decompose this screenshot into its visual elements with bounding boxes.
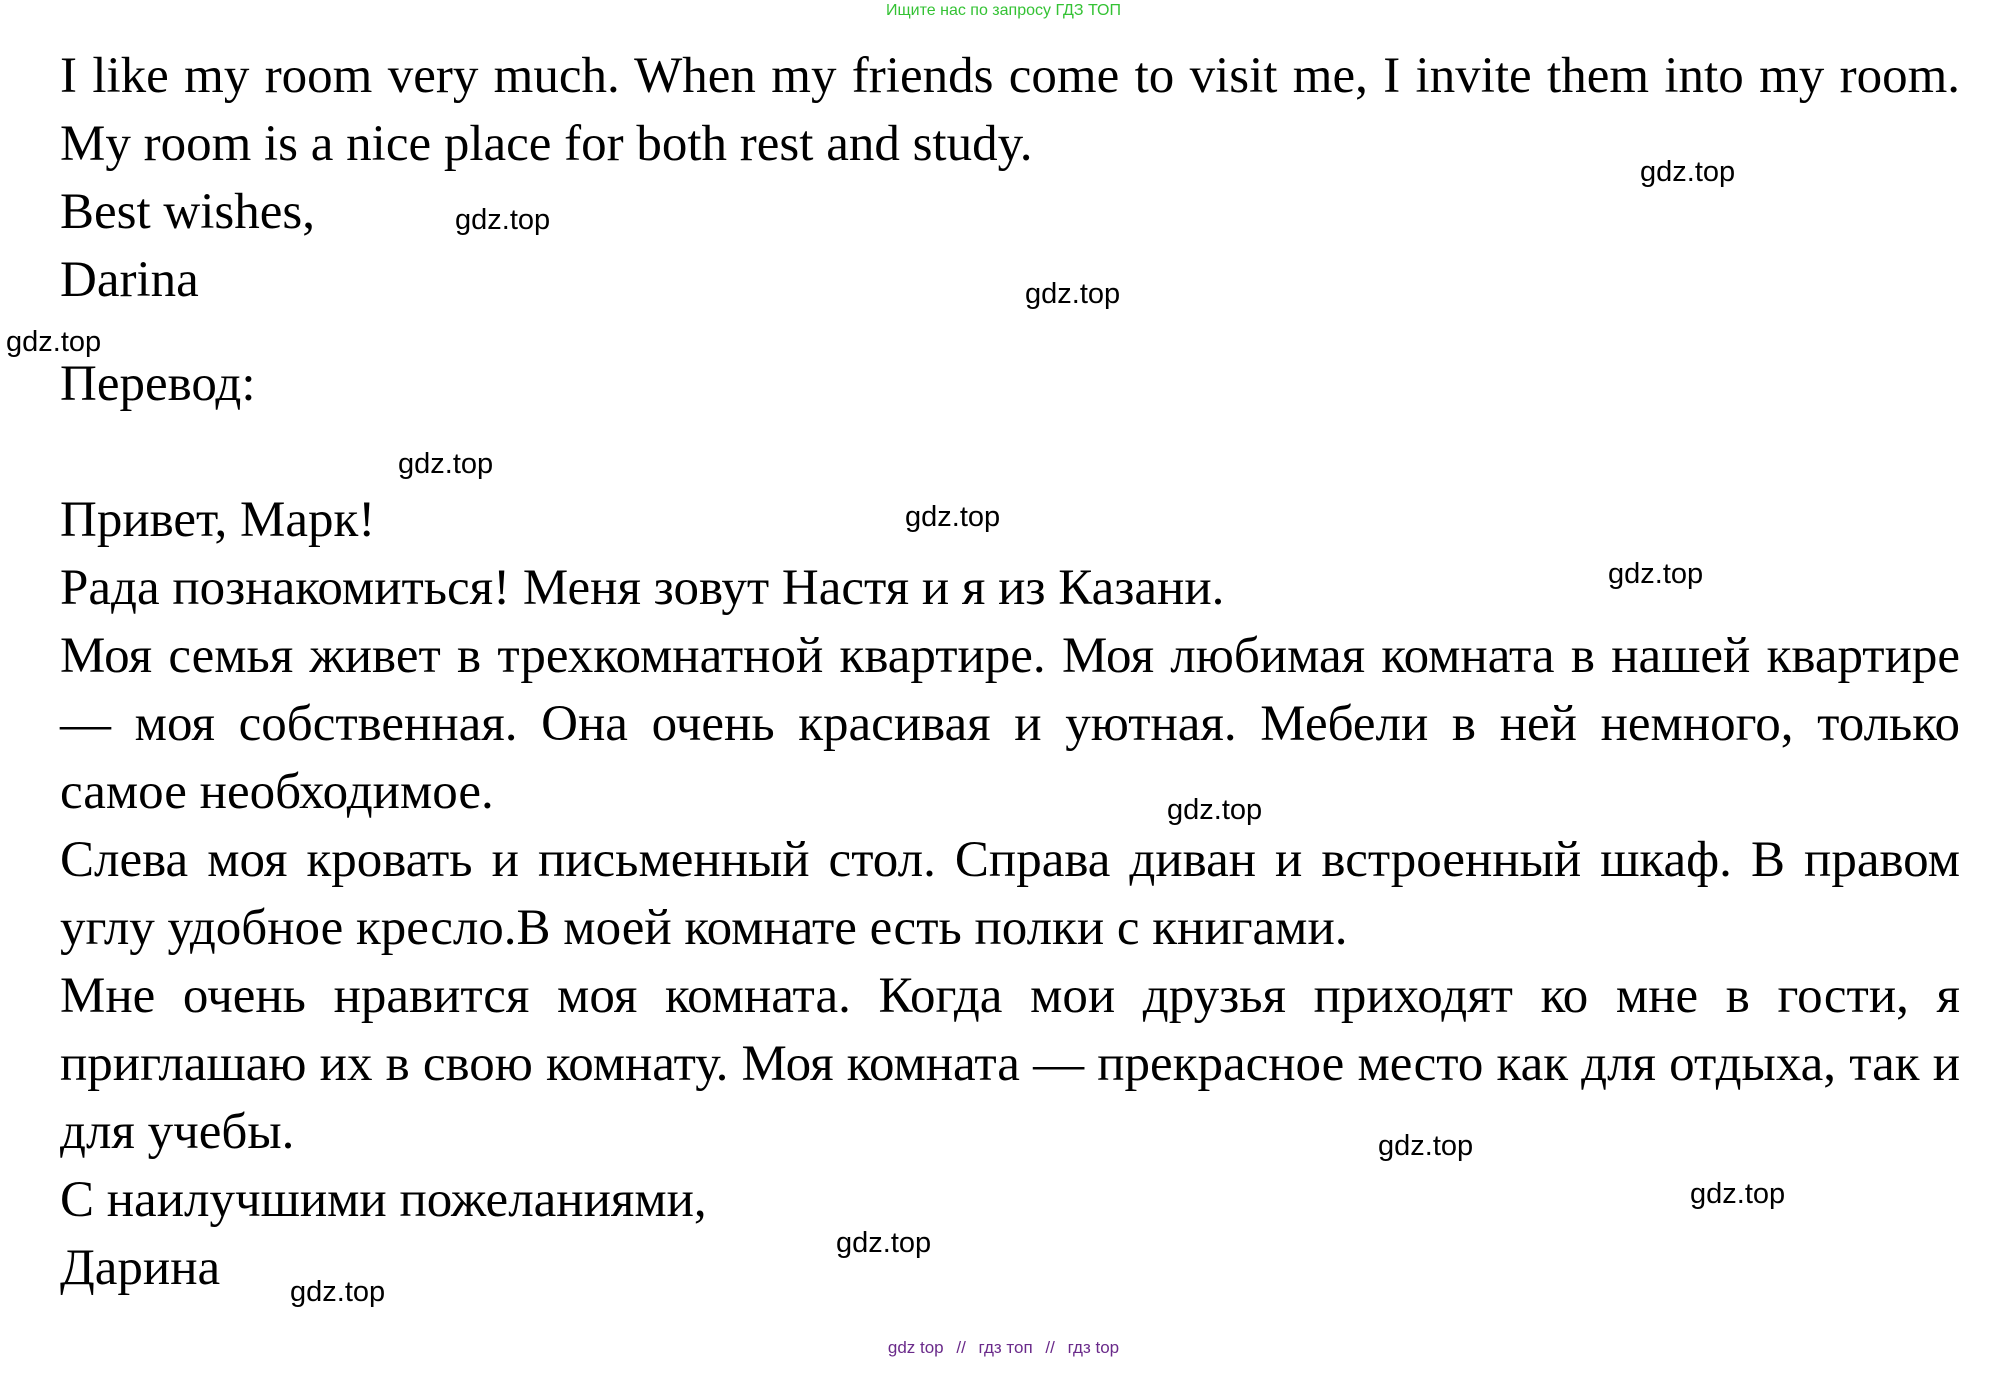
watermark: gdz.top <box>6 326 102 358</box>
top-banner[interactable]: Ищите нас по запросу ГДЗ ТОП <box>886 2 1121 19</box>
watermark: gdz.top <box>1167 794 1263 826</box>
watermark: gdz.top <box>398 448 494 480</box>
english-closing: Best wishes, <box>60 184 315 240</box>
footer-link-gdz-top[interactable]: gdz top <box>887 1338 944 1357</box>
russian-signature: Дарина <box>60 1240 221 1296</box>
footer-link-gdz-top-mixed[interactable]: гдз top <box>1067 1338 1120 1357</box>
footer-separator: // <box>956 1338 966 1357</box>
watermark: gdz.top <box>1690 1178 1786 1210</box>
watermark: gdz.top <box>836 1227 932 1259</box>
russian-furniture-paragraph: Слева моя кровать и письменный стол. Справа диван и встроенный шкаф. В правом углу удобное кресло.В моей комнате есть полки с книгами. <box>60 832 1960 956</box>
english-paragraph: I like my room very much. When my friends come to visit me, I invite them into my room. My room is a nice place for both rest and study. <box>60 48 1960 172</box>
russian-greeting: Привет, Марк! <box>60 492 376 548</box>
watermark: gdz.top <box>1025 278 1121 310</box>
russian-intro: Рада познакомиться! Меня зовут Настя и я из Казани. <box>60 560 1225 616</box>
footer-link-gdz-top-ru[interactable]: гдз топ <box>978 1338 1033 1357</box>
watermark: gdz.top <box>1640 156 1736 188</box>
russian-family-paragraph: Моя семья живет в трехкомнатной квартире. Моя любимая комната в нашей квартире — моя собственная. Она очень красивая и уютная. Мебели в ней немного, только самое необходимое. <box>60 628 1960 820</box>
watermark: gdz.top <box>905 501 1001 533</box>
document-body <box>60 42 1960 1302</box>
footer-links <box>0 1338 2007 1358</box>
watermark: gdz.top <box>1608 558 1704 590</box>
russian-liking-paragraph: Мне очень нравится моя комната. Когда мои друзья приходят ко мне в гости, я приглашаю их в свою комнату. Моя комната — прекрасное место как для отдыха, так и для учебы. <box>60 968 1960 1160</box>
russian-closing: С наилучшими пожеланиями, <box>60 1172 707 1228</box>
translation-heading: Перевод: <box>60 356 256 412</box>
watermark: gdz.top <box>1378 1130 1474 1162</box>
watermark: gdz.top <box>290 1276 386 1308</box>
watermark: gdz.top <box>455 204 551 236</box>
footer-separator: // <box>1045 1338 1055 1357</box>
english-signature: Darina <box>60 252 199 308</box>
